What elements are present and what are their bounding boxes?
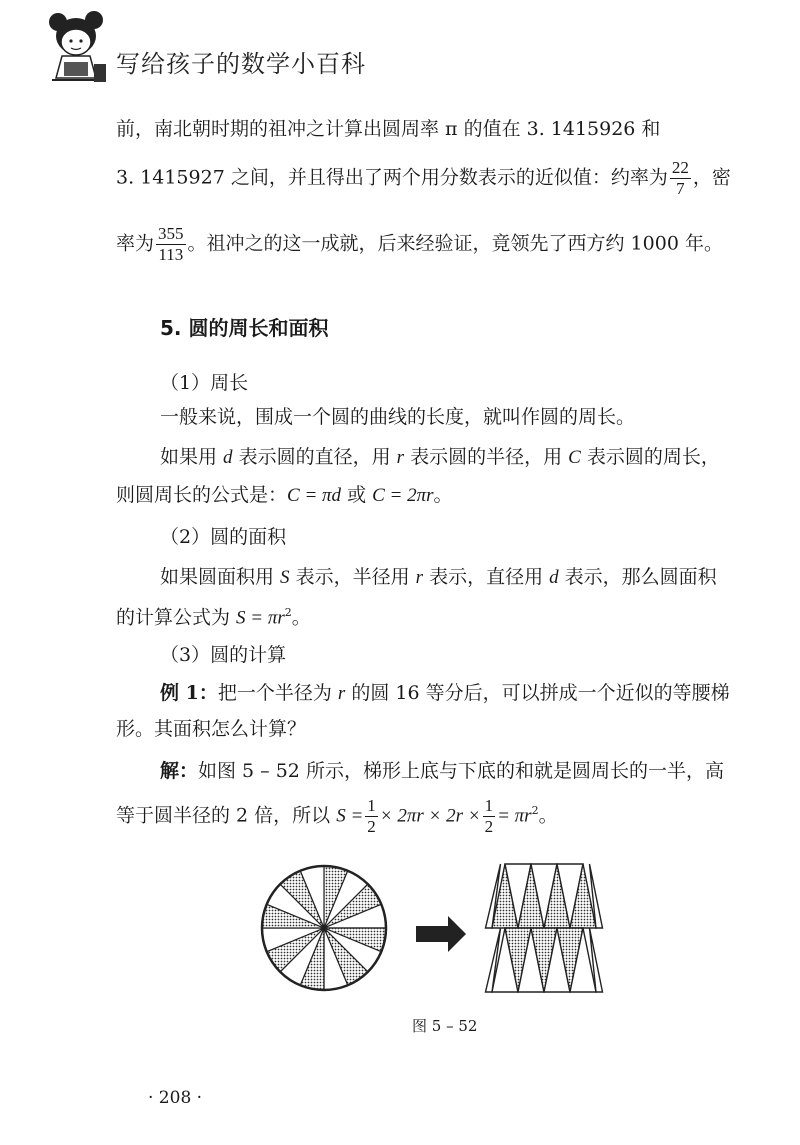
var-r: r bbox=[415, 567, 424, 588]
circumference-variables bbox=[160, 442, 760, 473]
text: 或 bbox=[341, 484, 373, 506]
right-arrow-icon bbox=[416, 916, 466, 952]
area-heading: （2）圆的面积 bbox=[160, 526, 287, 548]
area-formula bbox=[116, 598, 736, 633]
fraction-one-half bbox=[365, 796, 378, 837]
fraction-one-half bbox=[483, 796, 496, 837]
example-label: 例 1： bbox=[160, 682, 218, 704]
fraction-denominator: 113 bbox=[158, 245, 184, 264]
text: 如图 5 – 52 所示，梯形上底与下底的和就是圆周长的一半，高 bbox=[198, 760, 724, 782]
text: 等于圆半径的 2 倍，所以 bbox=[116, 804, 337, 827]
example-1-line-2: 形。其面积怎么计算？ bbox=[116, 718, 307, 740]
fraction-denominator: 2 bbox=[367, 817, 376, 836]
text: 的圆 16 等分后，可以拼成一个近似的等腰梯 bbox=[345, 682, 730, 704]
text: 。 bbox=[291, 606, 311, 629]
var-S: S = bbox=[336, 805, 364, 827]
figure-caption: 图 5 – 52 bbox=[412, 1017, 478, 1035]
intro-line-3-end: 。祖冲之的这一成就，后来经验证，竟领先了西方约 1000 年。 bbox=[187, 232, 723, 255]
fraction-denominator: 7 bbox=[676, 179, 685, 198]
text: 表示，那么圆面积 bbox=[558, 566, 717, 588]
fraction-22-7 bbox=[670, 158, 691, 199]
solution-line-1 bbox=[160, 756, 760, 786]
circumference-formula bbox=[116, 480, 736, 511]
formula-middle: × 2πr × 2r × bbox=[379, 805, 481, 827]
fraction-denominator: 2 bbox=[484, 817, 494, 836]
girl-with-book-icon bbox=[44, 10, 114, 86]
formula-c-2-pi-r: C = 2πr bbox=[372, 485, 434, 506]
text: 表示圆的直径，用 bbox=[232, 446, 397, 468]
intro-line-3 bbox=[116, 224, 736, 265]
figure-5-52 bbox=[256, 858, 606, 998]
book-title: 写给孩子的数学小百科 bbox=[116, 50, 366, 78]
solution-label: 解： bbox=[160, 760, 199, 782]
page-header bbox=[44, 10, 404, 90]
text: 表示圆的周长， bbox=[580, 446, 720, 468]
example-1 bbox=[160, 678, 760, 709]
intro-line-2-text: 3. 1415927 之间，并且得出了两个用分数表示的近似值：约率为 bbox=[116, 166, 668, 189]
text: 把一个半径为 bbox=[217, 682, 338, 704]
circumference-definition: 一般来说，围成一个圆的曲线的长度，就叫作圆的周长。 bbox=[160, 406, 636, 428]
fraction-numerator: 22 bbox=[671, 158, 689, 177]
text: 的计算公式为 bbox=[116, 606, 237, 629]
var-S: S bbox=[280, 567, 290, 588]
fraction-355-113 bbox=[156, 224, 186, 265]
var-d: d bbox=[223, 447, 233, 468]
text: 表示圆的半径，用 bbox=[404, 446, 569, 468]
page-number: · 208 · bbox=[148, 1088, 203, 1108]
formula-s-pi-r2: S = πr bbox=[236, 607, 285, 629]
text: 则圆周长的公式是： bbox=[116, 484, 288, 506]
fraction-numerator: 355 bbox=[158, 224, 184, 243]
superscript: 2 bbox=[531, 804, 539, 818]
var-r: r bbox=[337, 683, 346, 704]
area-variables bbox=[160, 562, 760, 593]
text: 表示，半径用 bbox=[289, 566, 416, 588]
calc-heading: （3）圆的计算 bbox=[160, 644, 287, 666]
text: 。 bbox=[538, 804, 558, 827]
text: 如果用 bbox=[160, 446, 224, 468]
superscript: 2 bbox=[284, 606, 292, 619]
formula-result: = πr bbox=[497, 805, 532, 827]
section-title: 5. 圆的周长和面积 bbox=[160, 316, 329, 340]
text: 如果圆面积用 bbox=[160, 566, 281, 588]
intro-line-1: 前，南北朝时期的祖冲之计算出圆周率 π 的值在 3. 1415926 和 bbox=[116, 118, 661, 140]
fraction-numerator: 1 bbox=[367, 796, 376, 815]
var-C: C bbox=[568, 447, 581, 468]
intro-line-3-start: 率为 bbox=[116, 232, 155, 255]
solution-line-2 bbox=[116, 796, 736, 837]
intro-line-2-end: ，密 bbox=[692, 166, 731, 189]
var-r: r bbox=[396, 447, 405, 468]
fraction-numerator: 1 bbox=[484, 796, 494, 815]
divided-circle-icon bbox=[262, 866, 386, 990]
circumference-heading: （1）周长 bbox=[160, 372, 249, 394]
text: 。 bbox=[433, 484, 453, 506]
var-d: d bbox=[549, 567, 559, 588]
intro-line-2 bbox=[116, 158, 736, 199]
formula-c-pi-d: C = πd bbox=[287, 485, 342, 506]
text: 表示，直径用 bbox=[423, 566, 550, 588]
trapezoid-rearrangement-icon bbox=[486, 864, 603, 992]
